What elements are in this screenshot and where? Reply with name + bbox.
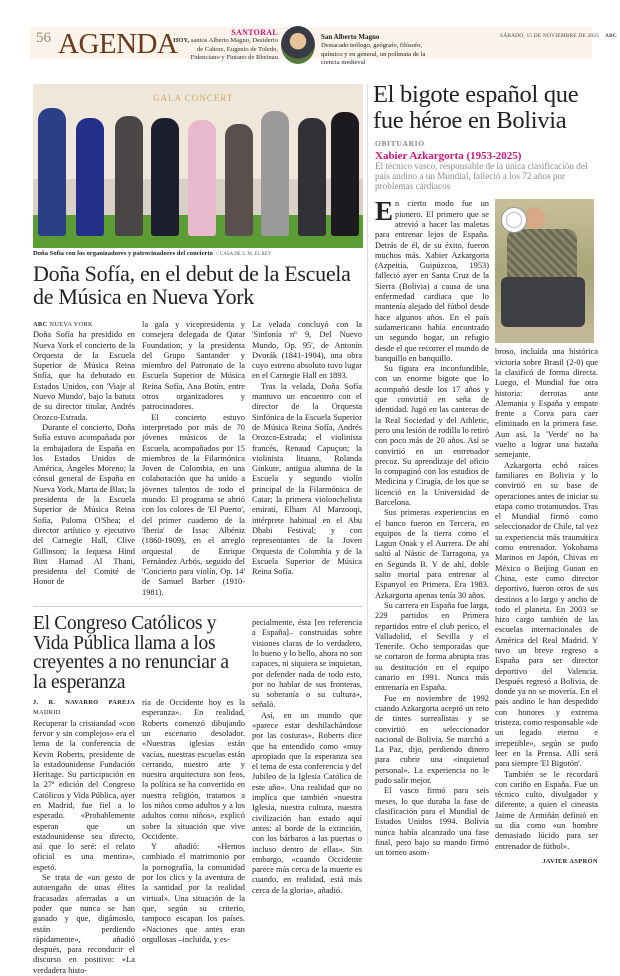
paragraph: Su figura era inconfundible, con un enorme bigote que lo acompañó desde los 17 años y que convirtió en seña de identidad. Jugó en las canteras de la Real Sociedad y del Athletic, pero una lesión de rodilla lo retiró con poco más de 20 años. Así se convirtió en un entrenador precoz. Su aprendizaje del oficio lo compaginó con los estudios de Medicina y Cirugía, de los que se licenció en la Universidad de Barcelona. (375, 364, 489, 507)
santoral-title: SANTORAL (231, 28, 278, 37)
paragraph: Azkargorta echó raíces familiares en Bolivia y lo convirtió en su base de operaciones antes de iniciar su etapa como trotamundos. Tras el Mundial firmó como seleccionador de Chile, tal vez su experiencia más traumática como entrenador. Yokohama Marinos en Japón, Chivas en México o Beijing Guoan en China, este como director deportivo, fueron otros de sus destinos a lo largo y ancho de todo el planeta. En 2003 se hizo cargo también de las escuelas internacionales de América del Real Madrid. Y tuvo un breve regreso a España para ser director deportivo del Valencia. Después regresó a Bolivia, de donde ya no se movería. En el país andino le han despedido con honores y extrema tristeza, como responsable «de un legado eterno e irrepetible», según se pudo leer en la Prensa. Allí será para siempre 'El Bigotón'. (495, 460, 598, 769)
paragraph: pecialmente, ésta [en referencia a España]– construidas sobre visiones claras de lo verdadero, lo bueno y lo bello, ahora no son capaces, ni siquiera se inquietan, por defender nada de todo esto, por no hablar de sus fronteras, su soberanía o su cultura», señaló. (252, 618, 362, 710)
section-label: OBITUARIO (375, 139, 425, 148)
saint-block (321, 33, 431, 67)
date-line (500, 33, 617, 39)
person-figure (331, 112, 359, 236)
paragraph: Y añadió: «Hemos cambiado el matrimonio por la pornografía, la comunidad por los clics y la aventura de la santidad por la realidad virtual». Una situación de la que, según su criterio, tampoco escapan los países. «Naciones que antes eran orgullosas –incluida, y es- (142, 842, 245, 944)
paragraph: El vasco firmó para seis meses, lo que duraba la fase de clasificación para el Mundial de Estados Unidos 1994. Bolivia nunca había alcanzado una fase final, pero bajo su mando firmó un torneo asom- (375, 786, 489, 858)
text-column (142, 698, 245, 945)
person-figure (225, 124, 253, 236)
column-divider (367, 84, 368, 844)
photo-caption (33, 250, 363, 259)
byline-place: MADRID (33, 709, 61, 717)
paragraph (375, 196, 489, 364)
paragraph-text: n cierto modo fue un pionero. El primero que se atrevió a hacer las maletas para entrenar lejos de España. Detrás de él, de su éxito, fueron muchos más. Xabier Azkargorta (Azpeitia, Guipúzcoa, 1953) falleció ayer en Santa Cruz de la Sierra (Bolivia) a causa de una enfermedad cardiaca que lo mantenía alejado del fútbol desde hace algunos años. En el país sudamericano había encontrado un segundo hogar, un refugio desde el que recorrer el mundo de banquillo en banquillo. (375, 199, 489, 363)
person-figure (188, 120, 216, 236)
obituary-subtitle: El técnico vasco, responsable de la única clasificación del país andino a un Mundial, falleció a los 72 años por problemas cardiacos (375, 161, 588, 191)
paragraph: Se trata de «un gesto de autoengaño de unas élites fracasadas aferradas a un poder que nunca se han ganado y que, digámoslo, están perdiendo rápidamente», añadió después, para reconducir el discurso en positivo: «La verdadera histo- (33, 873, 135, 975)
photo-banner-text: GALA CONCERT (153, 93, 234, 103)
byline (33, 698, 135, 719)
byline-place: NUEVA YORK (49, 321, 93, 328)
caption-text: Doña Sofía con los organizadores y patrocinadores del concierto (33, 250, 213, 257)
obituary-headline: El bigote español que fue héroe en Bolivia (373, 81, 579, 134)
section-title: AGENDA (58, 28, 178, 60)
page-number: 56 (36, 30, 51, 46)
obituary-article (373, 82, 598, 865)
santoral-text: santos Alberto Magno, Desiderio de Cahors, Eugenio de Toledo, Fidenciano y Fintano de Rheinau (190, 37, 278, 61)
azkargorta-photo (495, 199, 594, 343)
paragraph: Así, en un mundo que «parece estar deshilachándose por las costuras», Roberts dice que ha entendido como «muy apropiado que la esperanza sea el tema de esta conferencia y del Jubileo de la Iglesia Católica de este año». Una realidad que no implica que también «nuestra Iglesia, nuestra cultura, nuestra civilización han estado aquí antes: al borde de la extinción, con los bárbaros a las puertas o incluso dentro de ellas». Sin embargo, «cuando Occidente parece más cerca de la muerte es cuando, en realidad, está más cerca de la gloria», añadió. (252, 710, 362, 895)
paragraph: ria de Occidente hoy es la esperanza». En realidad, Roberts comenzó dibujando un escenario desolador. «Nuestras iglesias están vacías, nuestras escuelas están cerrando, nuestro arte y nuestra arquitectura son feos, la política se ha convertido en nuestra religión, tratamos a los niños como adultos y a los adultos como niños», explicó sobre la situación que vive Occidente. (142, 698, 245, 841)
person-figure (298, 118, 326, 236)
byline (33, 320, 135, 330)
article-body (33, 320, 363, 598)
author-signature: JAVIER ASPRÓN (542, 857, 598, 865)
santoral-block (166, 29, 278, 62)
article-headline: El Congreso Católicos y Vida Pública llama a los creyentes a no renunciar a la esperanza (33, 613, 229, 693)
paragraph: la gala y vicepresidenta y consejera delegada de Qatar Foundation; y la presidenta del Grupo Santander y miembro del Patronato de la Escuela Superior de Música Reina Sofía, Ana Botín, entre otros organizadores y patrocinadores. (142, 320, 245, 412)
today-label: HOY, (173, 37, 190, 45)
text-column (252, 614, 362, 896)
paragraph: Sus primeras experiencias en el banco fueron en Tercera, en equipos de la tierra como el Lagun Onak y el Aurrera. De ahí saltó al Nástic de Tarragona, ya en Segunda B. Y de ahí, doble salto mortal para entrenar al Espanyol en Primera. Era 1983. Azkargorta apenas tenía 30 años. (375, 508, 489, 600)
person-figure (115, 116, 143, 236)
obituary-name: Xabier Azkargorta (1953-2025) (375, 150, 522, 162)
paragraph: Recuperar la cristiandad «con fervor y sin complejos» era el lema de la conferencia de Kevin Roberts, presidente de la estadounidense Fundación Heritage. Su participación en la 27ª edición del Congreso Católicos y Vida Pública, ayer en Madrid, fue fiel a lo esperado. «Probablemente esperan que un estadounidense sea directo, así que lo seré: el relato oficial es una mentira», espetó. (33, 718, 135, 872)
text-column (495, 347, 598, 852)
saint-text: Destacado teólogo, geógrafo, filósofo, químico y en general, un polímata de la ciencia medieval (321, 42, 426, 66)
saint-name: San Alberto Magno (321, 33, 380, 41)
byline-author: J. R. NAVARRO PAREJA (33, 699, 135, 707)
text-column (33, 698, 135, 976)
text-column (252, 320, 362, 577)
photo-credit: // CASA DE S. M. EL REY (215, 252, 272, 257)
saint-portrait-image (281, 26, 315, 64)
paragraph: Fue en noviembre de 1992 cuando Azkargorta aceptó un reto de tintes surrealistas y se convirtió en seleccionador nacional de Bolivia. Se marchó a La Paz, dijo, perdiendo dinero para cubrir una «inquietud personal». La experiencia no le pudo salir mejor. (375, 693, 489, 786)
article-headline: Doña Sofía, en el debut de la Escuela de Música en Nueva York (33, 261, 351, 309)
paragraph: Tras la velada, Doña Sofía mantuvo un encuentro con el director de la Orquesta Sinfónica de la Escuela Superior de Música Reina Sofía, Andrés Orozco-Estrada; el violinista francés, Renaud Capuçon; la violinista lituana, Rolanda Ginkute, antigua alumna de la Escuela y segundo violín principal de la Filarmónica de Catar; la primera violonchelista emiratí, Elham Al Marzooqi, intérprete habitual en el Abu Dhabi Festival; y con representantes de la Joven Orquesta de Colombia y de la Escuela Superior de Música Reina Sofía. (252, 381, 362, 577)
person-figure (261, 111, 289, 236)
text-column (142, 320, 245, 598)
person-figure (151, 118, 179, 236)
article-body (33, 614, 363, 976)
concert-group-photo (33, 84, 363, 248)
paragraph: La velada concluyó con la 'Sinfonía nº 9, Del Nuevo Mundo, Op. 95', de Antonín Dvorák (1841-1904), una obra cuyo estreno absoluto tuvo lugar en el Carnegie Hall en 1893. (252, 320, 362, 381)
text-column (33, 320, 135, 588)
paragraph: Su carrera en España fue larga, 229 partidos en Primera repartidos entre el club perico, el Valladolid, el Sevilla y el Tenerife. Ocho temporadas que se cortaron de forma abrupta tras su destitución en el equipo canario en 1991. Nunca más entrenaría en España. (375, 600, 489, 693)
section-divider (33, 606, 363, 607)
person-figure (76, 118, 104, 236)
paragraph: broso, incluida una histórica victoria sobre Brasil (2-0) que la clasificó de forma directa. Luego, el Mundial fue otra historia: derrotas ante Alemania y España y empate frente a Corea para caer eliminado en la primera fase. Aun así, la 'Verde' no ha vuelto a lograr una hazaña semejante. (495, 347, 598, 460)
left-articles (33, 84, 363, 976)
paragraph: Durante el concierto, Doña Sofía estuvo acompañada por la embajadora de España en los Estados Unidos de América, Ángeles Moreno; la cónsul general de España en Nueva York, Marta de Blas; la presidenta de la Escuela Superior de Música Reina Sofía, Paloma O'Shea; el director artístico y ejecutivo del Carnegie Hall, Clive Gillinson; la Jequesa Hind Bint Hamad Al Thani, presidenta del Comité de Honor de (33, 422, 135, 587)
drop-cap: E (375, 196, 394, 227)
paragraph: También se le recordará con cariño en España. Fue un técnico culto, divulgador y diferente, a quien el cineasta Jaime de Armiñán definió en su día como «un hombre demasiado lúcido para ser entrenador de fútbol». (495, 769, 598, 851)
brand-name: ABC (605, 33, 618, 39)
issue-date: SÁBADO, 15 DE NOVIEMBRE DE 2025 (500, 33, 600, 39)
byline-source: ABC (33, 321, 48, 328)
paragraph: El concierto estuvo interpretado por más de 70 jóvenes músicos de la Escuela, acompañados por 15 miembros de la Filarmónica Joven de Colombia, en una colaboración que ha unido a jóvenes talentos de todo el mundo. El programa se abrió con los colores de 'El Puerto', del primer cuaderno de la 'Iberia' de Issac Albéniz (1860-1909), en el arreglo orquestal de Enrique Fernández Arbós, seguido del 'Concierto para violín, Op. 14' de Samuel Barber (1910-1981). (142, 412, 245, 597)
person-figure (38, 108, 66, 236)
paragraph: Doña Sofía ha presidido en Nueva York el concierto de la Orquesta de la Escuela Superior de Música Reina Sofía, que ha debutado en Estados Unidos, con 'Viaje al Nuevo Mundo', bajo la batuta de su director titular, Andrés Orozco-Estrada. (33, 330, 135, 422)
text-column (375, 196, 489, 858)
obituary-body (375, 196, 598, 865)
